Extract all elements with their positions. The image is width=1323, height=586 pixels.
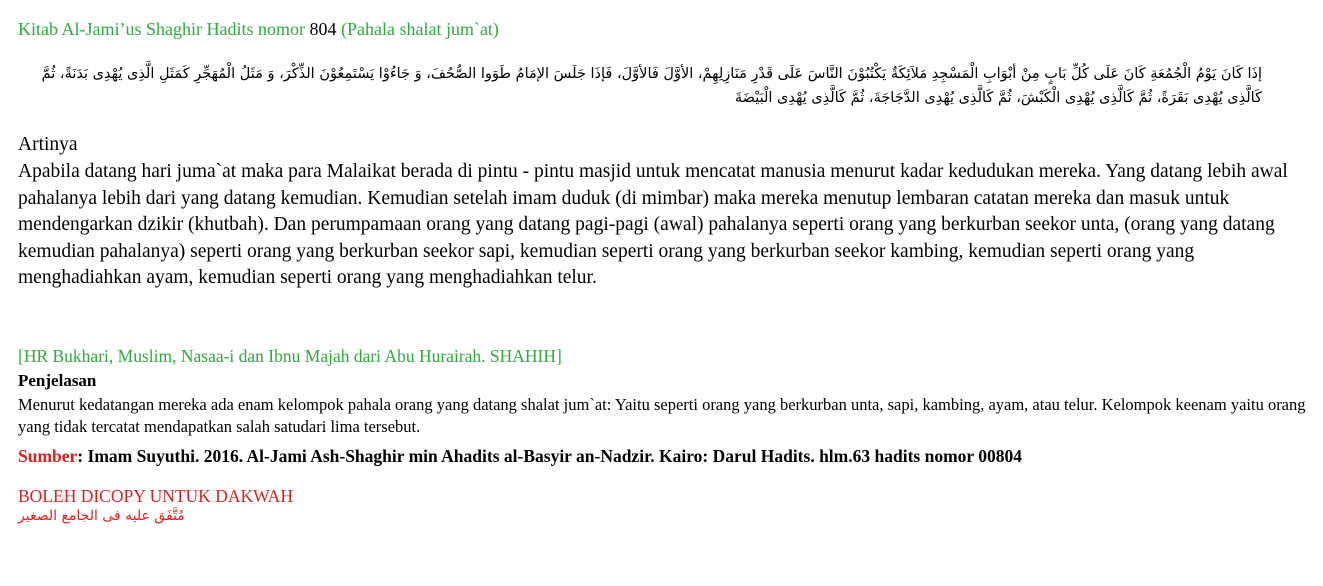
arabic-hadith-text: إذَا كَانَ يَوْمُ الْجُمُعَةِ كَانَ عَلَى كُلِّ بَابٍ مِنْ أبْوَابِ الْمَسْجِدِ مَلاَئِكَةٌ يَكْتُبُوْنَ النَّاسَ عَلَى قَدْرِ مَنَازِلِهِمْ، الأوَّلَ فَالأوَّلَ، فَإذَا جَلَسَ الإمَامُ طَوَوا الصُّحُفَ، وَ جَاءُوْا يَسْتَمِعُوْنَ الذِّكْرَ، وَ مَثَلُ الْمُهَجِّرِ كَمَثَلِ الَّذِى يُهْدِى بَدَنَةً، ثُمَّ كَالَّذِى يُهْدِى بَقَرَةً، ثُمَّ كَالَّذِى يُهْدِى الْكَبْشَ، ثُمَّ كَالَّذِى يُهْدِى الدَّجَاجَةَ، ثُمَّ كَالَّذِى يُهْدِى الْبَيْضَةَ [41,66,1262,106]
copy-permission-note: BOLEH DICOPY UNTUK DAKWAH [18,486,293,506]
hadith-topic: (Pahala shalat jum`at) [340,19,499,39]
penjelasan-body: Menurut kedatangan mereka ada enam kelompok pahala orang yang datang shalat jum`at: Yaitu seperti orang yang berkurban unta, sapi, kambing, ayam, atau telur. Kelompok keenam yaitu orang yang tidak tercatat mendapatkan salah satudari lima tersebut. [18,395,1306,436]
arabic-footer-note: مُتَّفَق عليه فى الجامع الصغير [18,508,185,524]
riwayat-reference: [HR Bukhari, Muslim, Nasaa-i dan Ibnu Majah dari Abu Hurairah. SHAHIH] [18,346,562,366]
sumber-separator: : [77,446,88,466]
hadith-title [18,19,499,40]
kitab-label: Kitab Al-Jami’us Shaghir Hadits nomor [18,19,305,39]
sumber-label: Sumber [18,446,78,466]
source-citation [18,446,1022,467]
penjelasan-heading: Penjelasan [18,371,97,390]
hadith-number: 804 [309,19,337,39]
artinya-translation: Apabila datang hari juma`at maka para Malaikat berada di pintu - pintu masjid untuk mencatat manusia menurut kadar kedudukan mereka. Yang datang lebih awal pahalanya lebih dari yang datang kemudian. Kemudian setelah imam duduk (di mimbar) maka mereka menutup lembaran catatan mereka dan masuk untuk mendengarkan dzikir (khutbah). Dan perumpamaan orang yang datang pagi-pagi (awal) pahalanya seperti orang yang berkurban seekor unta, (orang yang datang kemudian pahalanya) seperti orang yang berkurban seekor sapi, kemudian seperti orang yang berkurban seekor kambing, kemudian seperti orang yang menghadiahkan ayam, kemudian seperti orang yang menghadiahkan telur. [18,161,1288,288]
artinya-heading: Artinya [18,134,78,155]
sumber-text: Imam Suyuthi. 2016. Al-Jami Ash-Shaghir min Ahadits al-Basyir an-Nadzir. Kairo: Darul Hadits. hlm.63 hadits nomor 00804 [87,446,1022,466]
